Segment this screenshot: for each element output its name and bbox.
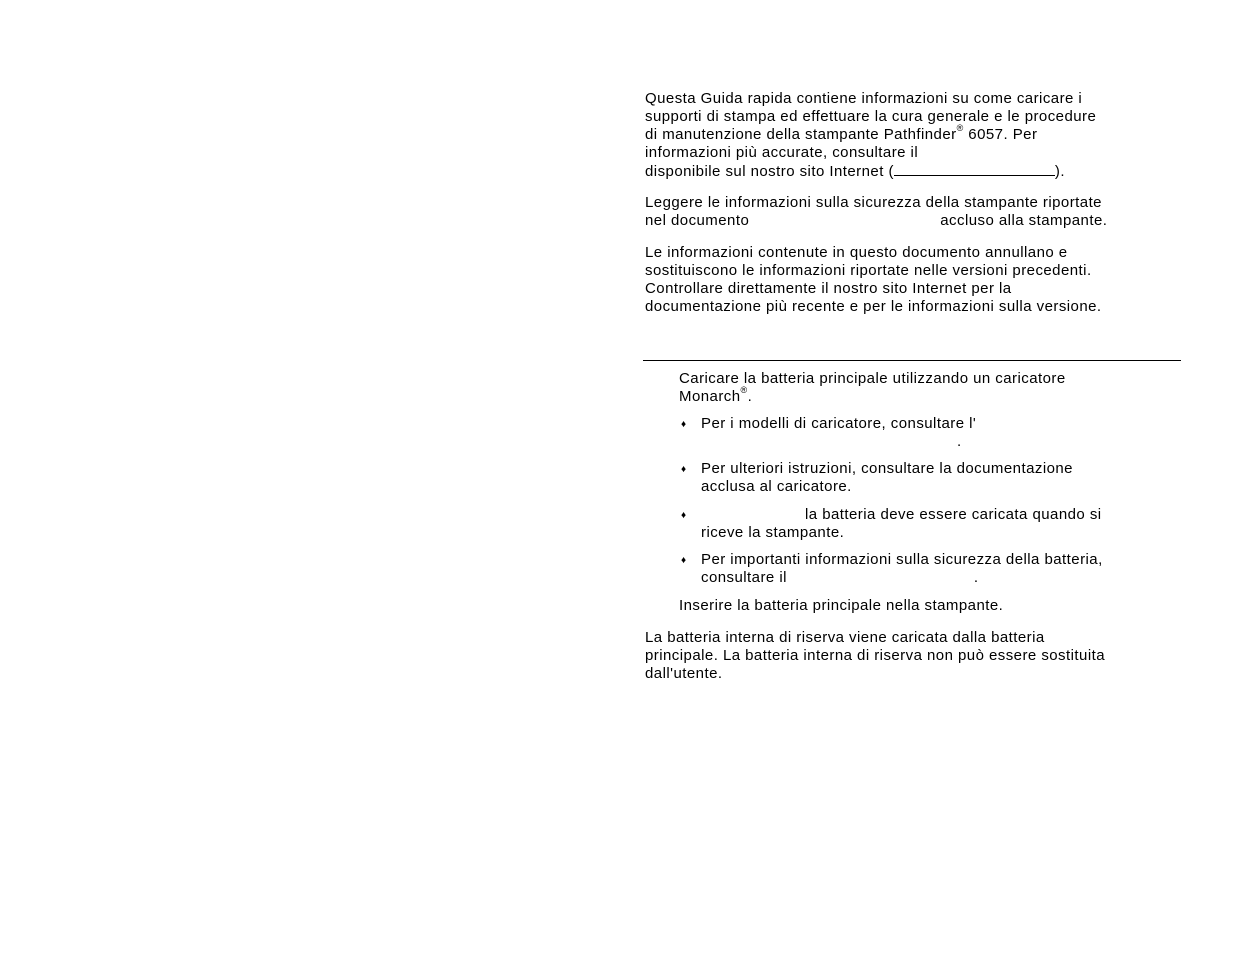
text-segment: Monarch (679, 388, 741, 405)
text-line (701, 569, 1103, 587)
text-line (645, 212, 1107, 230)
text-line (701, 506, 1102, 524)
battery-step-2 (679, 597, 1003, 615)
text-line: principale. La batteria interna di riserva non può essere sostituita (645, 647, 1106, 664)
text-segment: . (973, 569, 979, 586)
text-line: Questa Guida rapida contiene informazioni su come caricare i (645, 90, 1083, 107)
diamond-bullet-icon: ♦ (681, 419, 687, 430)
text-line (645, 162, 1096, 180)
backup-battery-note (645, 629, 1105, 683)
text-segment: . (957, 433, 962, 450)
text-line (679, 385, 1066, 406)
bullet-text (701, 415, 976, 451)
bullet-text (701, 506, 1102, 542)
blank-url-placeholder (894, 162, 1055, 176)
text-line: Inserire la batteria principale nella stampante. (679, 597, 1004, 614)
registered-mark: ® (956, 123, 964, 133)
section-divider (643, 360, 1181, 361)
supersede-paragraph (645, 244, 1102, 316)
text-segment: 6057. Per (963, 126, 1038, 143)
registered-mark: ® (740, 385, 748, 395)
text-line: sostituiscono le informazioni riportate nelle versioni precedenti. (645, 262, 1092, 279)
text-segment: di manutenzione della stampante Pathfinder (645, 126, 957, 143)
text-line: informazioni più accurate, consultare il (645, 144, 919, 161)
text-segment: nel documento (645, 212, 750, 229)
text-segment: la batteria deve essere caricata quando si (805, 506, 1102, 523)
diamond-bullet-icon: ♦ (681, 510, 687, 521)
text-segment: ). (1054, 163, 1065, 180)
text-line: Le informazioni contenute in questo documento annullano e (645, 244, 1068, 261)
safety-paragraph (645, 194, 1107, 230)
text-line: riceve la stampante. (701, 524, 845, 541)
text-segment: consultare il (701, 569, 787, 586)
text-line: Controllare direttamente il nostro sito Internet per la (645, 280, 1012, 297)
bullet-text (701, 460, 1073, 496)
text-line: Per importanti informazioni sulla sicurezza della batteria, (701, 551, 1103, 568)
text-segment: accluso alla stampante. (940, 212, 1108, 229)
text-line (645, 123, 1096, 144)
text-segment: disponibile sul nostro sito Internet ( (645, 163, 894, 180)
text-line: Caricare la batteria principale utilizzando un caricatore (679, 370, 1066, 387)
text-line: documentazione più recente e per le informazioni sulla versione. (645, 298, 1102, 315)
bullet-text (701, 551, 1103, 587)
intro-paragraph (645, 90, 1096, 180)
battery-step-1 (679, 370, 1066, 406)
text-line: dall'utente. (645, 665, 723, 682)
text-line: Per i modelli di caricatore, consultare l' (701, 415, 977, 432)
diamond-bullet-icon: ♦ (681, 555, 687, 566)
text-line: supporti di stampa ed effettuare la cura generale e le procedure (645, 108, 1097, 125)
text-line: Leggere le informazioni sulla sicurezza della stampante riportate (645, 194, 1102, 211)
diamond-bullet-icon: ♦ (681, 464, 687, 475)
text-line (701, 433, 976, 451)
text-line: Per ulteriori istruzioni, consultare la documentazione (701, 460, 1073, 477)
text-line: acclusa al caricatore. (701, 478, 852, 495)
text-segment: . (747, 388, 753, 405)
text-line: La batteria interna di riserva viene caricata dalla batteria (645, 629, 1045, 646)
